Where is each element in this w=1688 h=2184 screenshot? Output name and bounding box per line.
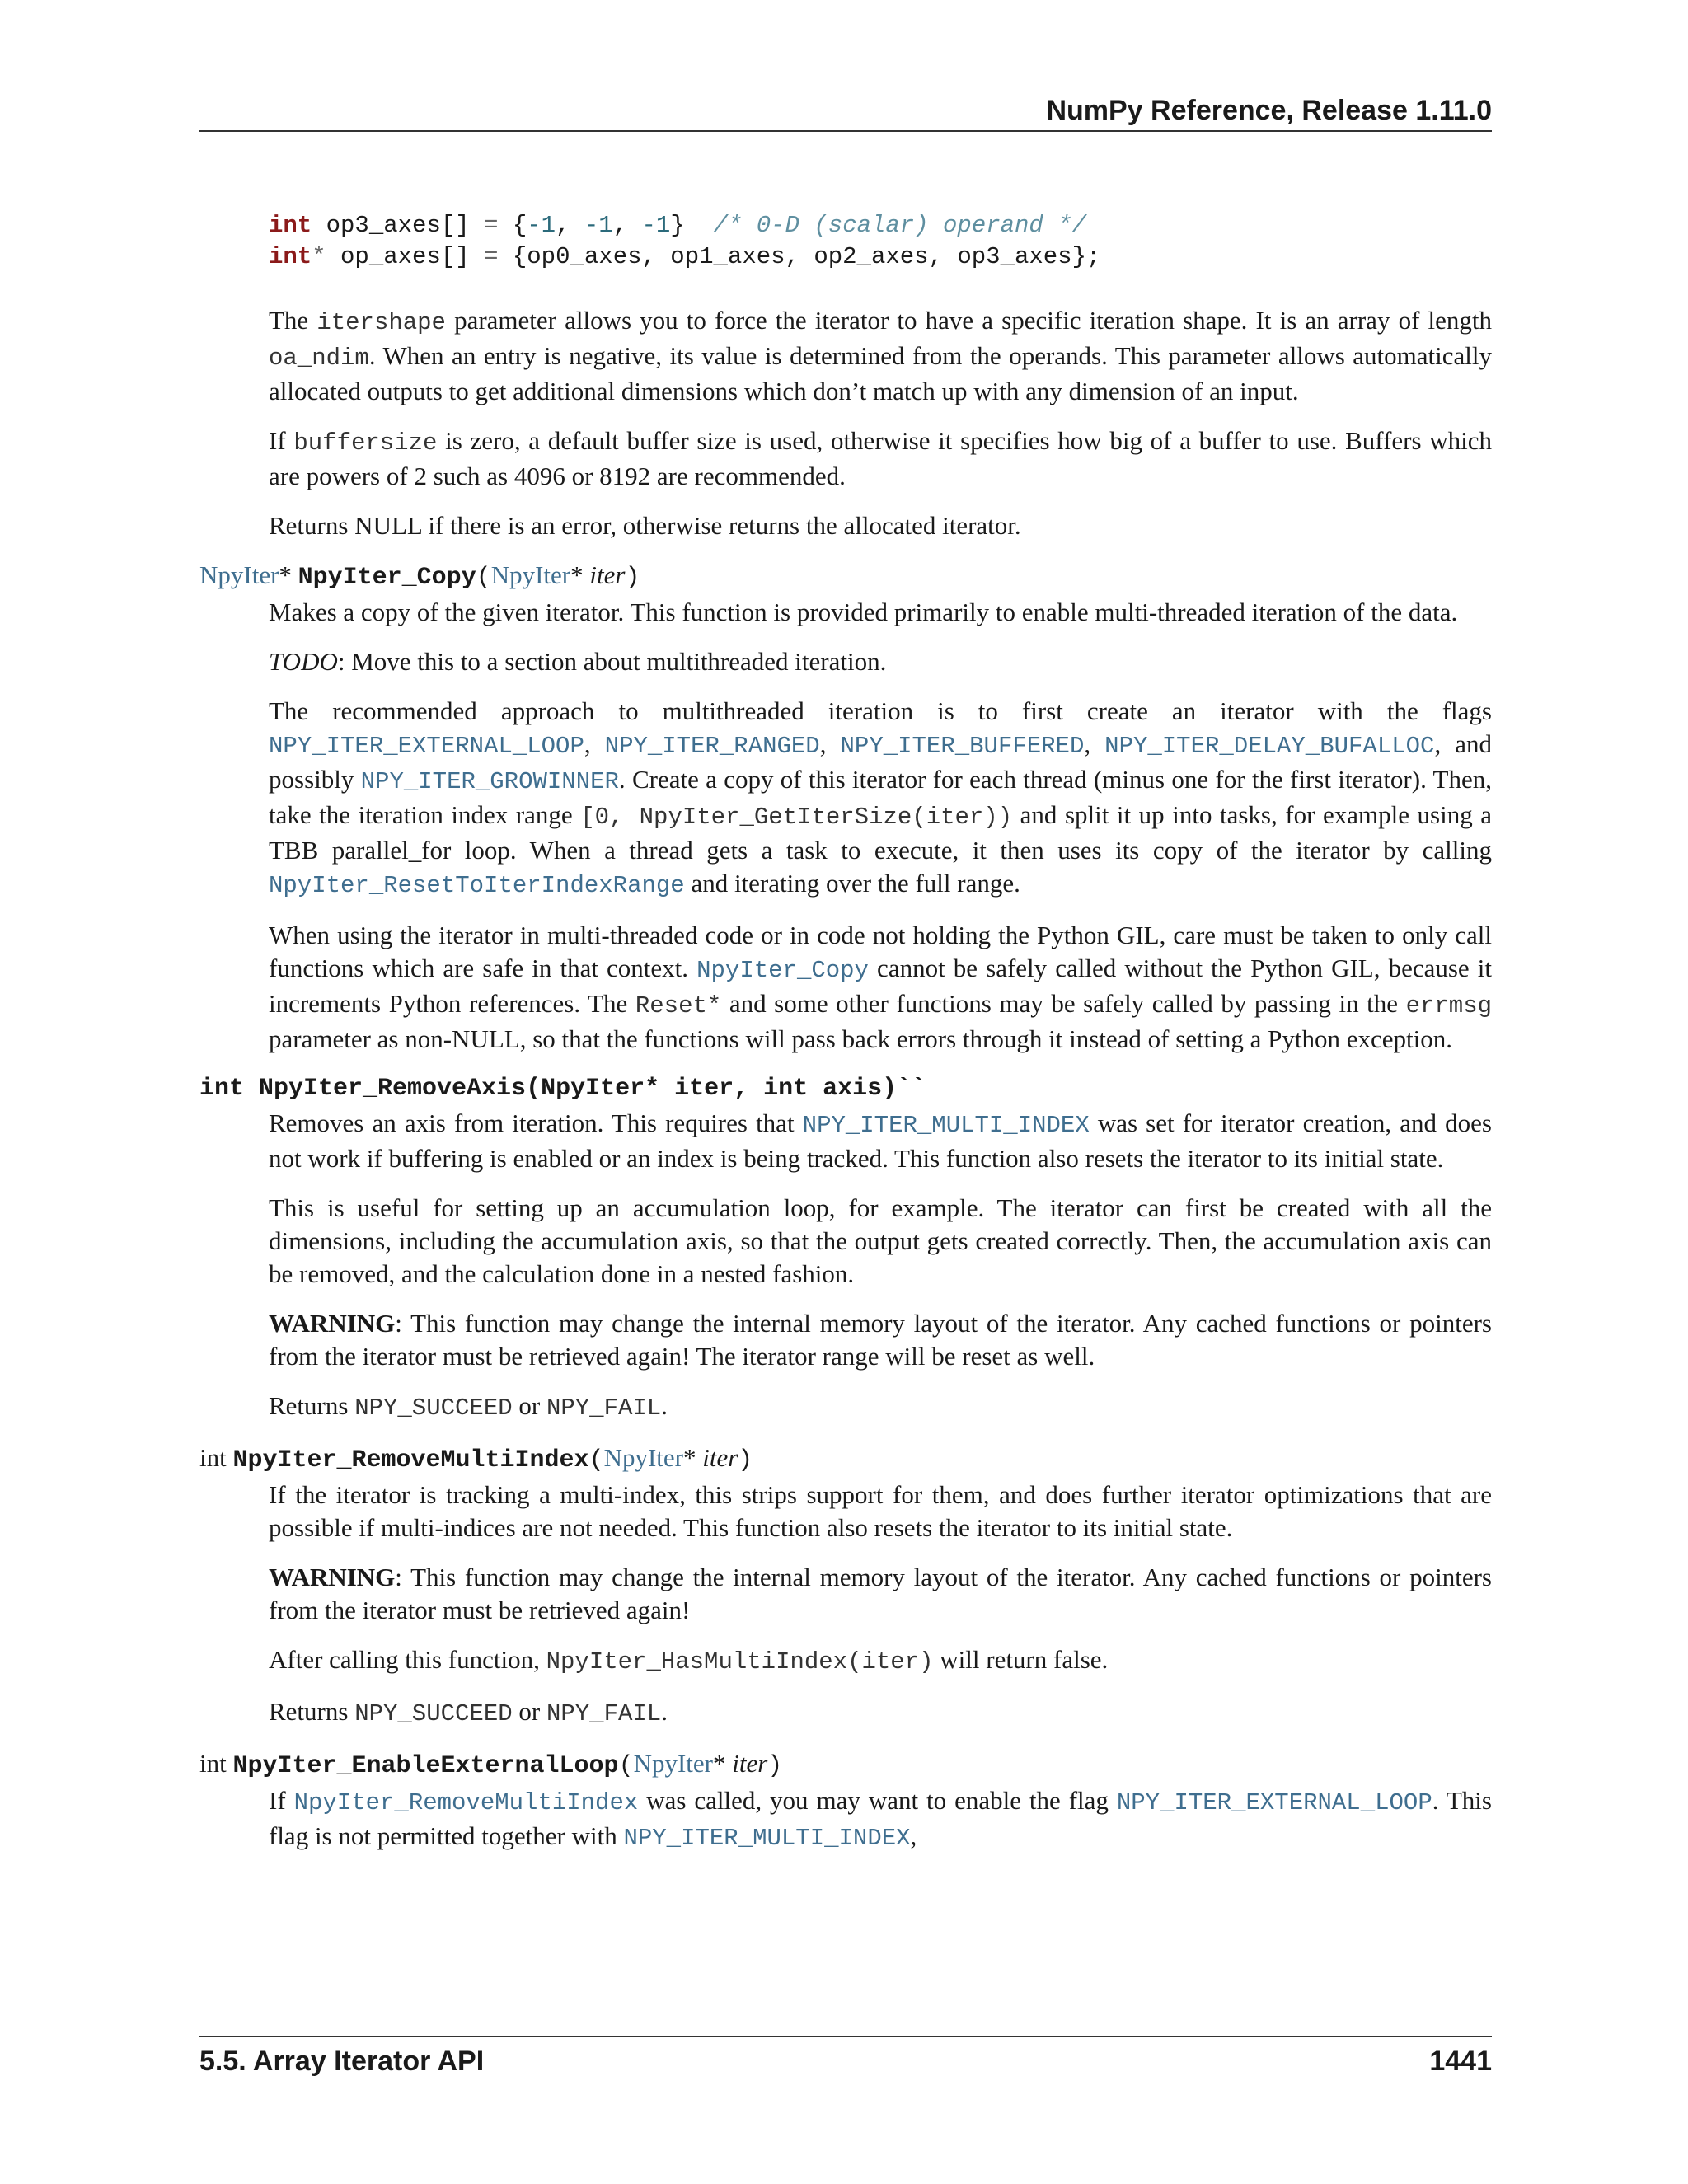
text: , (819, 729, 841, 758)
text: or (512, 1391, 546, 1420)
text: : This function may change the internal memory layout of the iterator. Any cached functions or pointers from the iterator must be retrieved again! (269, 1563, 1492, 1624)
page-number: 1441 (1429, 2046, 1492, 2077)
param-name: iter (702, 1443, 738, 1472)
code-number: -1 (584, 212, 613, 239)
code-operator: * (312, 243, 326, 270)
paragraph-itershape (269, 304, 1492, 408)
param-name: iter (589, 560, 626, 589)
ref-link[interactable]: NPY_ITER_GROWINNER (360, 768, 619, 795)
text: cannot be safely called without the Python GIL, because it increments Python references. The (269, 954, 1492, 1018)
text: : Move this to a section about multithreaded iteration. (337, 647, 887, 676)
ref-link[interactable]: NPY_ITER_EXTERNAL_LOOP (269, 733, 584, 760)
text: and iterating over the full range. (684, 869, 1020, 898)
inline-code: Reset* (635, 992, 722, 1019)
inline-code: oa_ndim (269, 344, 369, 372)
code-comment: /* 0-D (scalar) operand */ (713, 212, 1087, 239)
text: is zero, a default buffer size is used, otherwise it specifies how big of a buffer to use. Buffers which are powers of 2 such as 4096 or 8192 are recommended. (269, 426, 1492, 490)
text: was called, you may want to enable the flag (638, 1786, 1117, 1815)
text: . Create a copy of this iterator for each thread (minus one for the first iterator). Then, take the iteration index range (269, 765, 1492, 829)
footer-section: 5.5. Array Iterator API (199, 2046, 485, 2077)
ref-link[interactable]: NpyIter_ResetToIterIndexRange (269, 872, 685, 899)
text: WARNING (269, 1309, 396, 1338)
text: The recommended approach to multithreaded iteration is to first create an iterator with the flags (269, 696, 1492, 725)
ref-link[interactable]: NpyIter_RemoveMultiIndex (293, 1789, 639, 1816)
text: int (199, 1443, 233, 1472)
type-link[interactable]: NpyIter (199, 560, 279, 589)
ref-link[interactable]: NPY_ITER_BUFFERED (840, 733, 1085, 760)
inline-code: NPY_SUCCEED (354, 1700, 513, 1727)
running-header: NumPy Reference, Release 1.11.0 (199, 91, 1492, 132)
function-name: NpyIter_Copy (298, 564, 476, 592)
text: , (1084, 729, 1105, 758)
paragraph-multithread (269, 695, 1492, 902)
text: or (512, 1697, 546, 1726)
inline-code: NPY_FAIL (546, 1700, 662, 1727)
text: If (269, 426, 294, 455)
ref-link[interactable]: NPY_ITER_RANGED (604, 733, 820, 760)
signature-npyiter-removeaxis: int NpyIter_RemoveAxis(NpyIter* iter, int axis)`` (199, 1075, 927, 1103)
text: int (199, 1749, 233, 1778)
paragraph-copy-desc: Makes a copy of the given iterator. This function is provided primarily to enable multi-threaded iteration of the data. (269, 598, 1458, 626)
ref-link[interactable]: NPY_ITER_DELAY_BUFALLOC (1104, 733, 1435, 760)
ref-link[interactable]: NPY_ITER_MULTI_INDEX (623, 1825, 911, 1852)
paragraph-warning (269, 1561, 1492, 1627)
paragraph-returns-status (269, 1695, 1492, 1731)
text: , and possibly (269, 729, 1492, 794)
ref-link[interactable]: NPY_ITER_EXTERNAL_LOOP (1116, 1789, 1432, 1816)
text: , (910, 1821, 917, 1850)
paragraph-after-calling (269, 1643, 1492, 1679)
text: . When an entry is negative, its value is determined from the operands. This parameter allows automatically allocated outputs to get additional dimensions which don’t match up with any dimension of an input. (269, 341, 1492, 405)
text: , (584, 729, 605, 758)
text: Returns (269, 1391, 355, 1420)
ref-link[interactable]: NpyIter_Copy (696, 957, 869, 984)
text: ) (767, 1752, 783, 1780)
text: . This flag is not permitted together with (269, 1786, 1492, 1850)
inline-code: NpyIter_HasMultiIndex(iter) (546, 1648, 934, 1675)
code-number: -1 (527, 212, 556, 239)
code-operator: = (484, 212, 499, 239)
paragraph-returns-status (269, 1390, 1492, 1425)
ref-link[interactable]: NPY_ITER_MULTI_INDEX (802, 1112, 1090, 1139)
text: WARNING (269, 1563, 396, 1591)
text: * (279, 560, 292, 589)
text: * (682, 1443, 696, 1472)
param-name: iter (732, 1749, 768, 1778)
text: Returns (269, 1697, 355, 1726)
text: ( (618, 1752, 634, 1780)
code-text: } (670, 212, 714, 239)
text: ( (588, 1446, 604, 1474)
text: ) (625, 564, 640, 592)
paragraph-returns: Returns NULL if there is an error, otherwise returns the allocated iterator. (269, 511, 1021, 540)
paragraph-warning (269, 1307, 1492, 1373)
running-footer (199, 2036, 1492, 2078)
text: Removes an axis from iteration. This requires that (269, 1108, 803, 1137)
inline-code: NPY_SUCCEED (354, 1394, 513, 1422)
paragraph-buffersize (269, 424, 1492, 493)
paragraph-gil (269, 919, 1492, 1056)
signature-npyiter-copy (199, 559, 1492, 594)
code-keyword: int (269, 212, 312, 239)
type-link[interactable]: NpyIter (633, 1749, 713, 1778)
text: If (269, 1786, 294, 1815)
text: * (712, 1749, 726, 1778)
text: ( (476, 564, 491, 592)
paragraph-accumulation: This is useful for setting up an accumulation loop, for example. The iterator can first be created with all the dimensions, including the accumulation axis, so that the output gets created correctly. Then, the accumulation axis can be removed, and the calculation done in a nested fashion. (269, 1193, 1492, 1288)
text: and some other functions may be safely called by passing in the (721, 989, 1406, 1018)
text: and split it up into tasks, for example using a TBB parallel_for loop. When a thread gets a task to execute, it then uses its copy of the iterator by calling (269, 800, 1493, 865)
page-content (199, 210, 1492, 1872)
paragraph-removeaxis-desc (269, 1107, 1492, 1175)
text: parameter allows you to force the iterator to have a specific iteration shape. It is an array of length (445, 306, 1492, 335)
text: will return false. (933, 1645, 1109, 1674)
text: The (269, 306, 317, 335)
code-text: op3_axes[] (312, 212, 485, 239)
type-link[interactable]: NpyIter (603, 1443, 683, 1472)
inline-code: errmsg (1405, 992, 1493, 1019)
code-text: , (556, 212, 584, 239)
text: was set for iterator creation, and does not work if buffering is enabled or an index is being tracked. This function also resets the iterator to its initial state. (269, 1108, 1492, 1173)
inline-code: itershape (316, 309, 446, 336)
text: TODO (269, 647, 338, 676)
type-link[interactable]: NpyIter (490, 560, 571, 589)
code-text: {op0_axes, op1_axes, op2_axes, op3_axes}; (498, 243, 1101, 270)
inline-code: buffersize (293, 429, 438, 457)
inline-code: [0, NpyIter_GetIterSize(iter)) (580, 804, 1013, 831)
code-number: -1 (641, 212, 671, 239)
code-text: { (498, 212, 528, 239)
paragraph-removemulti-desc: If the iterator is tracking a multi-index, this strips support for them, and does further iterator optimizations that are possible if multi-indices are not needed. This function also resets the iterator to its initial state. (269, 1480, 1492, 1542)
text: parameter as non-NULL, so that the functions will pass back errors through it instead of setting a Python exception. (269, 1024, 1452, 1053)
code-keyword: int (269, 243, 312, 270)
signature-npyiter-removemultiindex (199, 1441, 1492, 1477)
text: ) (738, 1446, 753, 1474)
inline-code: NPY_FAIL (546, 1394, 662, 1422)
text: . (661, 1391, 668, 1420)
code-text: , (612, 212, 642, 239)
paragraph-enableext-desc (269, 1784, 1492, 1855)
signature-npyiter-enableexternalloop (199, 1747, 1492, 1783)
paragraph-todo (269, 645, 1492, 678)
code-operator: = (484, 243, 499, 270)
text: . (661, 1697, 668, 1726)
code-text: op_axes[] (326, 243, 485, 270)
text: : This function may change the internal memory layout of the iterator. Any cached functions or pointers from the iterator must be retrieved again! The iterator range will be reset as well. (269, 1309, 1492, 1371)
code-block (269, 210, 1492, 273)
text: When using the iterator in multi-threaded code or in code not holding the Python GIL, care must be taken to only call functions which are safe in that context. (269, 921, 1492, 982)
function-name: NpyIter_RemoveMultiIndex (232, 1446, 589, 1474)
text: After calling this function, (269, 1645, 546, 1674)
function-name: NpyIter_EnableExternalLoop (232, 1752, 619, 1780)
text: * (570, 560, 584, 589)
